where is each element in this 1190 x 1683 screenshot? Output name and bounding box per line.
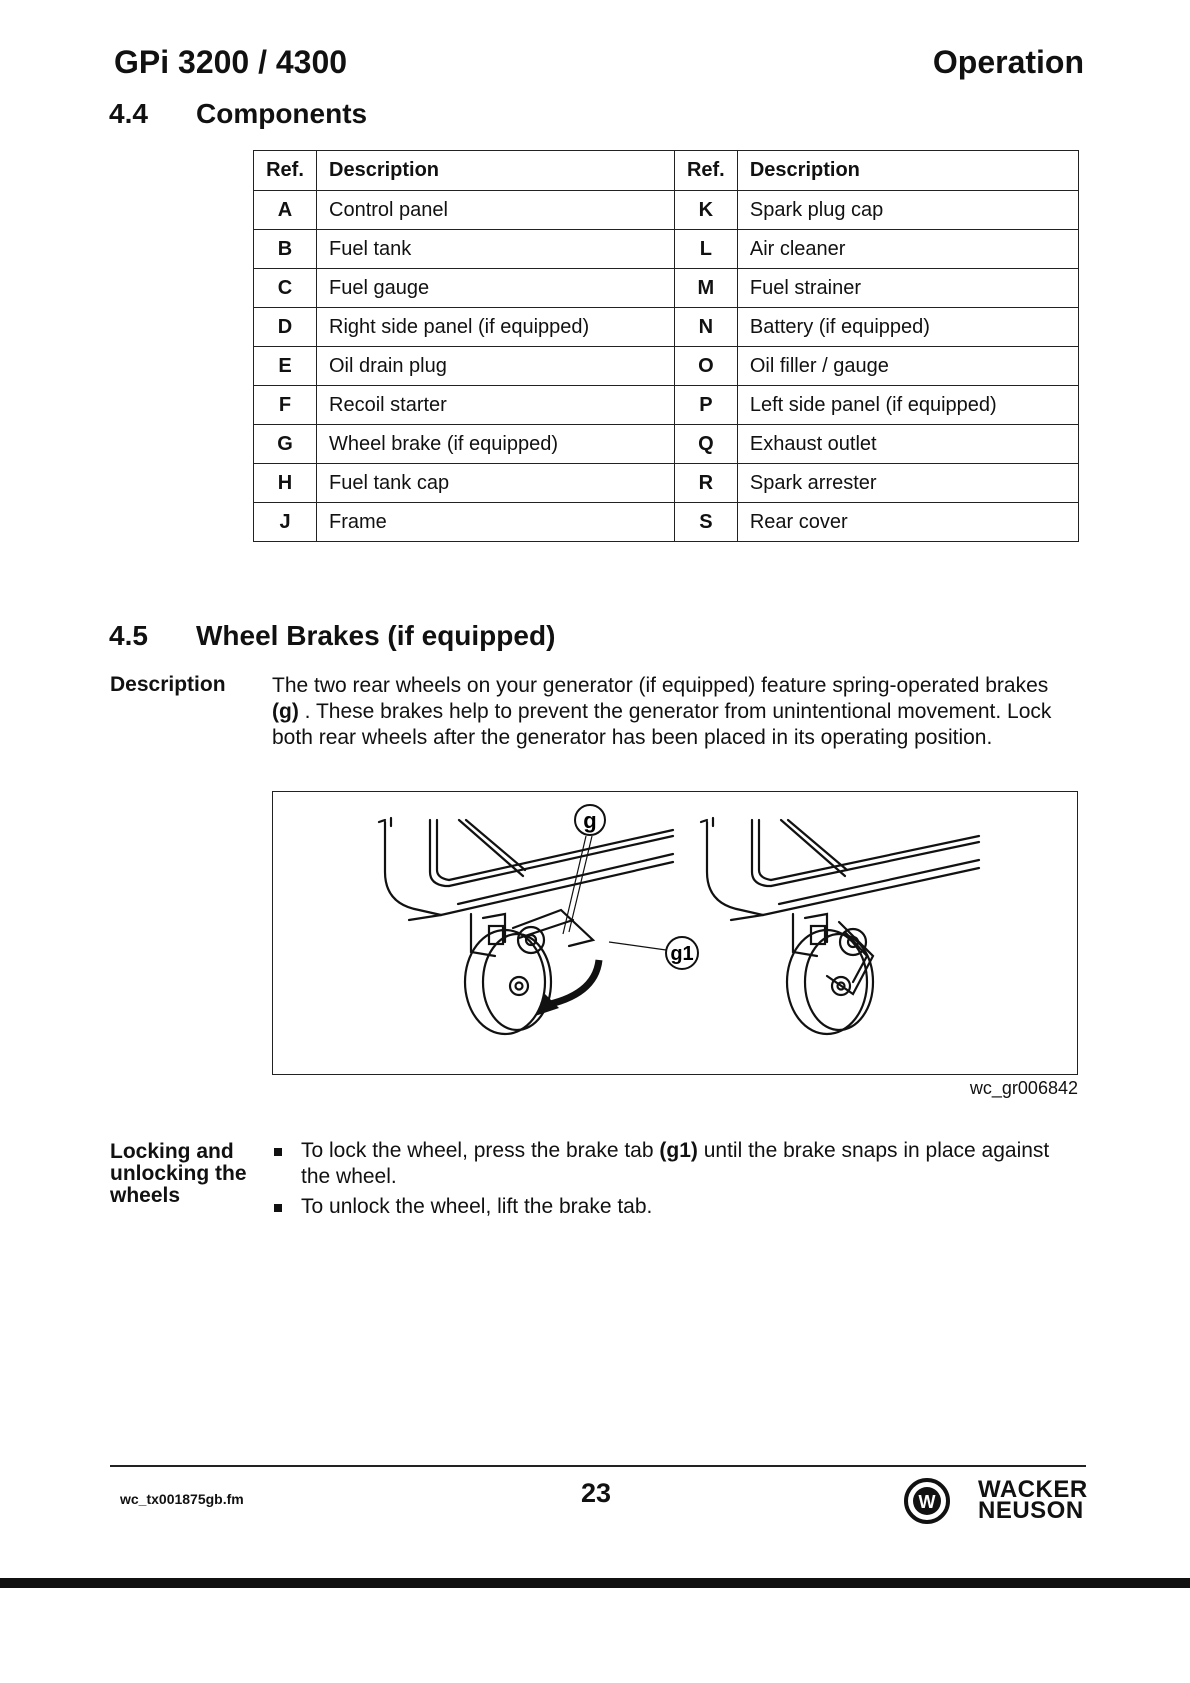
ref-cell: N [674, 308, 737, 347]
column-header-ref: Ref. [674, 151, 737, 191]
section-title: Components [196, 98, 368, 129]
description-cell: Spark arrester [737, 464, 1078, 503]
ref-cell: S [674, 503, 737, 542]
page-number: 23 [581, 1478, 612, 1508]
section-title: Wheel Brakes (if equipped) [196, 620, 556, 651]
brand-logo-text [978, 1476, 1088, 1524]
step-text: To unlock the wheel, lift the brake tab. [301, 1195, 653, 1218]
description-cell: Rear cover [737, 503, 1078, 542]
right-caster-drawing [701, 818, 979, 1034]
table-row [254, 347, 1079, 386]
arrow-head [535, 994, 559, 1016]
table-row [254, 308, 1079, 347]
callout-g1-label: g1 [670, 943, 694, 965]
locking-label: Locking and unlocking the wheels [110, 1140, 247, 1207]
ref-cell: L [674, 230, 737, 269]
page-bottom-bar [0, 1578, 1190, 1588]
description-cell: Right side panel (if equipped) [317, 308, 675, 347]
document-model-title: GPi 3200 / 4300 [114, 44, 348, 80]
ref-cell: B [254, 230, 317, 269]
description-cell: Oil filler / gauge [737, 347, 1078, 386]
ref-cell: Q [674, 425, 737, 464]
list-item [272, 1194, 1072, 1220]
ref-cell: A [254, 191, 317, 230]
description-cell: Left side panel (if equipped) [737, 386, 1078, 425]
figure-caption: wc_gr006842 [969, 1078, 1078, 1098]
wacker-neuson-logo-icon [904, 1478, 950, 1524]
ref-cell: D [254, 308, 317, 347]
ref-cell: R [674, 464, 737, 503]
table-row [254, 230, 1079, 269]
ref-cell: P [674, 386, 737, 425]
step-text: To lock the wheel, press the brake tab [301, 1139, 660, 1162]
table-row [254, 191, 1079, 230]
description-cell: Fuel gauge [317, 269, 675, 308]
ref-cell: H [254, 464, 317, 503]
description-cell: Frame [317, 503, 675, 542]
description-label: Description [110, 673, 226, 696]
bullet-square-icon [274, 1204, 282, 1212]
table-row [254, 269, 1079, 308]
brake-reference: (g) [272, 700, 299, 723]
brand-name-line: WACKER [978, 1476, 1088, 1503]
logo-mark-letter: W [918, 1492, 936, 1512]
left-caster-drawing [379, 818, 673, 1034]
section-number: 4.5 [109, 620, 148, 651]
table-row [254, 386, 1079, 425]
description-paragraph [272, 673, 1052, 751]
locking-steps-list [272, 1138, 1072, 1224]
description-cell: Fuel tank cap [317, 464, 675, 503]
table-row [254, 503, 1079, 542]
description-cell: Recoil starter [317, 386, 675, 425]
wheel-brake-illustration [273, 792, 1079, 1076]
brake-tab-reference: (g1) [659, 1139, 698, 1162]
components-table [253, 150, 1079, 542]
description-cell: Air cleaner [737, 230, 1078, 269]
footer-filename: wc_tx001875gb.fm [120, 1491, 244, 1507]
description-text: The two rear wheels on your generator (if equipped) feature spring-operated brakes [272, 674, 1049, 697]
column-header-description: Description [317, 151, 675, 191]
table-row [254, 464, 1079, 503]
list-item [272, 1138, 1072, 1190]
brand-name-line: NEUSON [978, 1497, 1084, 1524]
ref-cell: J [254, 503, 317, 542]
ref-cell: M [674, 269, 737, 308]
description-cell: Fuel strainer [737, 269, 1078, 308]
chapter-title: Operation [932, 44, 1084, 80]
description-cell: Fuel tank [317, 230, 675, 269]
section-number: 4.4 [109, 98, 148, 129]
step-text: until the brake snaps in place against the wheel. [301, 1139, 1050, 1188]
wheel-brake-figure [272, 791, 1078, 1075]
callout-g1-marker [609, 937, 698, 969]
description-cell: Spark plug cap [737, 191, 1078, 230]
table-row [254, 425, 1079, 464]
ref-cell: K [674, 191, 737, 230]
description-cell: Control panel [317, 191, 675, 230]
callout-g-label: g [583, 808, 597, 833]
table-header-row [254, 151, 1079, 191]
description-cell: Oil drain plug [317, 347, 675, 386]
ref-cell: G [254, 425, 317, 464]
description-cell: Wheel brake (if equipped) [317, 425, 675, 464]
callout-g-marker [563, 805, 605, 934]
column-header-ref: Ref. [254, 151, 317, 191]
bullet-square-icon [274, 1148, 282, 1156]
description-cell: Battery (if equipped) [737, 308, 1078, 347]
description-text: . These brakes help to prevent the generator from unintentional movement. Lock both rear wheels after the generator has been placed in its operating position. [272, 700, 1052, 749]
ref-cell: E [254, 347, 317, 386]
description-cell: Exhaust outlet [737, 425, 1078, 464]
ref-cell: F [254, 386, 317, 425]
footer-divider [110, 1465, 1086, 1467]
ref-cell: O [674, 347, 737, 386]
column-header-description: Description [737, 151, 1078, 191]
ref-cell: C [254, 269, 317, 308]
